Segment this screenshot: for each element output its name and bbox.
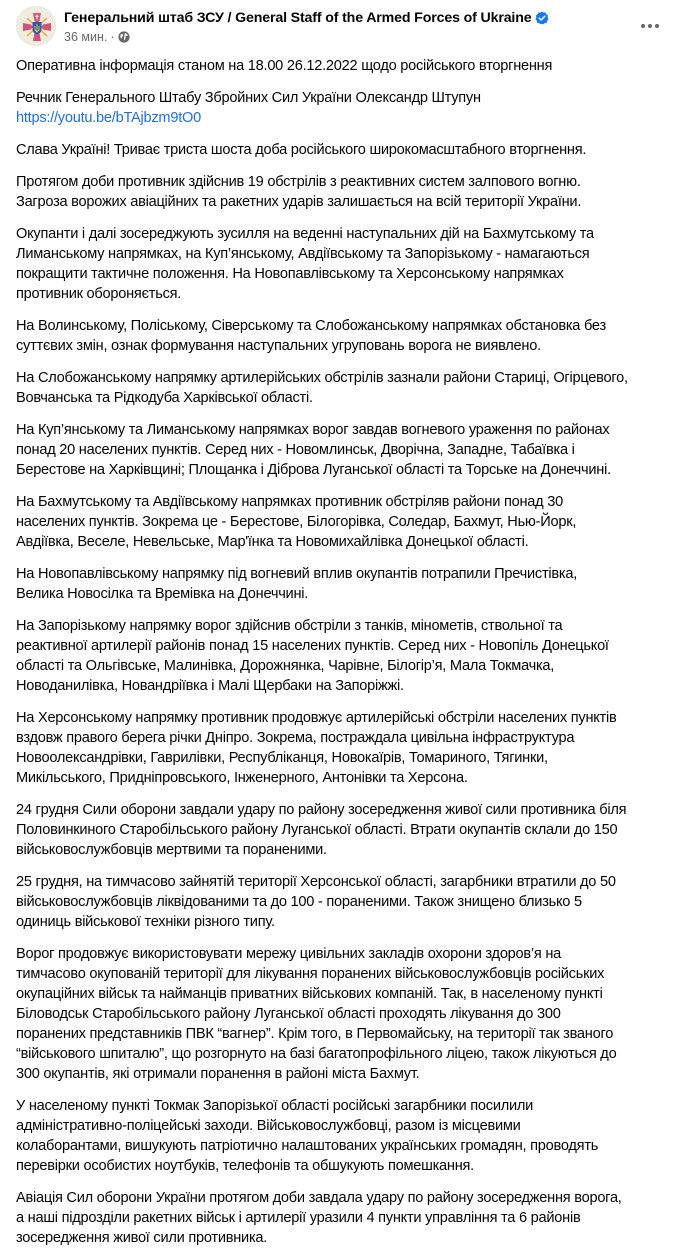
- more-horizontal-icon-dot: [655, 24, 659, 28]
- post-text-line: Авіація Сил оборони України протягом доби завдала удару по району зосередження ворога,: [16, 1190, 622, 1206]
- post-text-line: Новоданилівка, Новандріївка і Малі Щербаки на Запоріжжі.: [16, 678, 404, 694]
- post-text-line: області та Ольгівське, Малинівка, Дорожнянка, Чарівне, Білогір’я, Мала Токмачка,: [16, 658, 555, 674]
- post-text-line: На Волинському, Поліському, Сіверському та Слобожанському напрямках обстановка без: [16, 318, 606, 334]
- post-paragraph: [16, 88, 666, 128]
- post-text-line: Микільського, Придніпровського, Інженерного, Антонівки та Херсона.: [16, 770, 468, 786]
- post-text-line: противник обороняється.: [16, 286, 182, 302]
- author-name-link[interactable]: Генеральний штаб ЗСУ / General Staff of the Armed Forces of Ukraine: [64, 10, 532, 26]
- post-text-line: Берестове на Харківщині; Площанка і Діброва Луганської області та Торське на Донеччині.: [16, 462, 611, 478]
- post-text-line: У населеному пункті Токмак Запорізької області російські загарбники посилили: [16, 1098, 534, 1114]
- post-paragraph: [16, 872, 666, 932]
- post-paragraph: [16, 56, 666, 76]
- post-text-line: одиниць військової техніки різного типу.: [16, 914, 275, 930]
- post-paragraph: [16, 492, 666, 552]
- post-text-line: військовослужбовців ліквідованими та до 100 - пораненими. Також знищено близько 5: [16, 894, 582, 910]
- post-text-line: колаборантами, вишукують патріотично налаштованих українських громадян, проводять: [16, 1138, 599, 1154]
- post-paragraph: [16, 708, 666, 788]
- post-text-line: На Херсонському напрямку противник продовжує артилерійські обстріли населених пунктів: [16, 710, 617, 726]
- post-text-line: Біловодськ Старобільського району Луганської області проходять лікування до 300: [16, 1006, 561, 1022]
- post-text-line: вздовж правого берега річки Дніпро. Зокрема, постраждала цивільна інфраструктура: [16, 730, 575, 746]
- post-text-line: Лиманському напрямках, на Куп’янському, Авдіївському та Запорізькому - намагаються: [16, 246, 590, 262]
- post-text-line: окупаційних військ та найманців приватних військових компаній. Так, в населеному пункті: [16, 986, 603, 1002]
- post-paragraph: [16, 564, 666, 604]
- post-text-line: покращити тактичне положення. На Новопавлівському та Херсонському напрямках: [16, 266, 564, 282]
- post-text-line: 25 грудня, на тимчасово зайнятій території Херсонської області, загарбники втратили до 50: [16, 874, 616, 890]
- post-text-line: Вовчанська та Рідкодуба Харківської області.: [16, 390, 313, 406]
- post-paragraph: [16, 224, 666, 304]
- post-text-line: Окупанти і далі зосереджують зусилля на веденні наступальних дій на Бахмутському та: [16, 226, 594, 242]
- post-text-line: Речник Генерального Штабу Збройних Сил України Олександр Штупун: [16, 90, 481, 106]
- post-text-line: Новоолександрівки, Гаврилівки, Республіканця, Новокаїрів, Томариного, Тягинки,: [16, 750, 548, 766]
- post-text-line: понад 20 населених пунктів. Серед них - Новомлинськ, Дворічна, Западне, Табаївка і: [16, 442, 575, 458]
- post-text-line: а наші підрозділи ракетних військ і артилерії уразили 4 пункти управління та 6 районів: [16, 1210, 581, 1226]
- post-paragraph: [16, 316, 666, 356]
- author-line: [64, 8, 549, 28]
- general-staff-emblem-icon: [17, 7, 56, 46]
- post-text-line: тимчасово окупованій території для лікування поранених військовослужбовців російських: [16, 966, 605, 982]
- post-paragraph: [16, 1188, 666, 1248]
- post-text-line: перевірки особистих ноутбуків, телефонів та обшукують помешкання.: [16, 1158, 474, 1174]
- post-paragraph: [16, 420, 666, 480]
- post-timestamp-link[interactable]: 36 мин.: [64, 30, 108, 44]
- post-text-line: реактивної артилерії районів понад 15 населених пунктів. Серед них - Новопіль Донецької: [16, 638, 609, 654]
- post-paragraph: [16, 368, 666, 408]
- post-text-line: Слава Україні! Триває триста шоста доба російського широкомасштабного вторгнення.: [16, 142, 587, 158]
- post-text-line: Протягом доби противник здійснив 19 обстрілів з реактивних систем залпового вогню.: [16, 174, 581, 190]
- post-text-line: військовослужбовців мертвими та пораненими.: [16, 842, 327, 858]
- avatar[interactable]: [16, 6, 56, 46]
- post-text-line: Оперативна інформація станом на 18.00 26.12.2022 щодо російського вторгнення: [16, 58, 553, 74]
- more-horizontal-icon-dot: [641, 24, 645, 28]
- post-paragraph: [16, 616, 666, 696]
- post-paragraph: [16, 140, 666, 160]
- more-options-button[interactable]: [636, 12, 664, 40]
- post-text-line: Велика Новосілка та Времівка на Донеччині.: [16, 586, 309, 602]
- youtube-link[interactable]: https://youtu.be/bTAjbzm9tO0: [16, 110, 201, 126]
- post-text-line: Ворог продовжує використовувати мережу цивільних закладів охорони здоров’я на: [16, 946, 562, 962]
- more-horizontal-icon-dot: [648, 24, 652, 28]
- post-text-line: Загроза ворожих авіаційних та ракетних ударів залишається на всій території України.: [16, 194, 582, 210]
- post-text-line: зосередження живої сили противника.: [16, 1230, 268, 1246]
- post-text-line: На Новопавлівському напрямку під вогневий вплив окупантів потрапили Пречистівка,: [16, 566, 578, 582]
- post-meta: [64, 29, 130, 45]
- post-text-line: На Куп’янському та Лиманському напрямках ворог завдав вогневого ураження по районах: [16, 422, 610, 438]
- post-text-line: поранених представників ПВК “вагнер”. Крім того, в Первомайську, на території так званого: [16, 1026, 614, 1042]
- post-body: [16, 56, 666, 1260]
- post-text-line: “військового шпиталю”, що розгорнуто на базі багатопрофільного ліцею, також лікуються до: [16, 1046, 617, 1062]
- post-text-line: Половинкиного Старобільського району Луганської області. Втрати окупантів склали до 150: [16, 822, 618, 838]
- post-paragraph: [16, 800, 666, 860]
- post-paragraph: [16, 944, 666, 1084]
- post-text-line: На Бахмутському та Авдіївському напрямках противник обстріляв райони понад 30: [16, 494, 563, 510]
- verified-badge-icon: [535, 11, 549, 25]
- post-text-line: 300 окупантів, які отримали поранення в районі міста Бахмут.: [16, 1066, 420, 1082]
- post-text-line: На Запорізькому напрямку ворог здійснив обстріли з танків, мінометів, ствольної та: [16, 618, 563, 634]
- post-header: [0, 0, 680, 52]
- post-text-line: На Слобожанському напрямку артилерійських обстрілів зазнали райони Старицi, Огірцевого,: [16, 370, 628, 386]
- post-paragraph: [16, 1096, 666, 1176]
- post-text-line: Авдіївка, Веселе, Невельське, Мар'їнка та Новомихайлівка Донецької області.: [16, 534, 529, 550]
- post-text-line: адміністративно-поліцейські заходи. Військовослужбовці, разом із місцевими: [16, 1118, 521, 1134]
- globe-icon[interactable]: [118, 31, 130, 43]
- post-text-line: 24 грудня Сили оборони завдали удару по району зосередження живої сили противника біля: [16, 802, 627, 818]
- meta-separator: ·: [110, 30, 115, 44]
- post-text-line: суттєвих змін, ознак формування наступальних угруповань ворога не виявлено.: [16, 338, 541, 354]
- post-paragraph: [16, 172, 666, 212]
- post-text-line: населених пунктів. Зокрема це - Берестове, Білогорівка, Соледар, Бахмут, Нью-Йорк,: [16, 514, 577, 530]
